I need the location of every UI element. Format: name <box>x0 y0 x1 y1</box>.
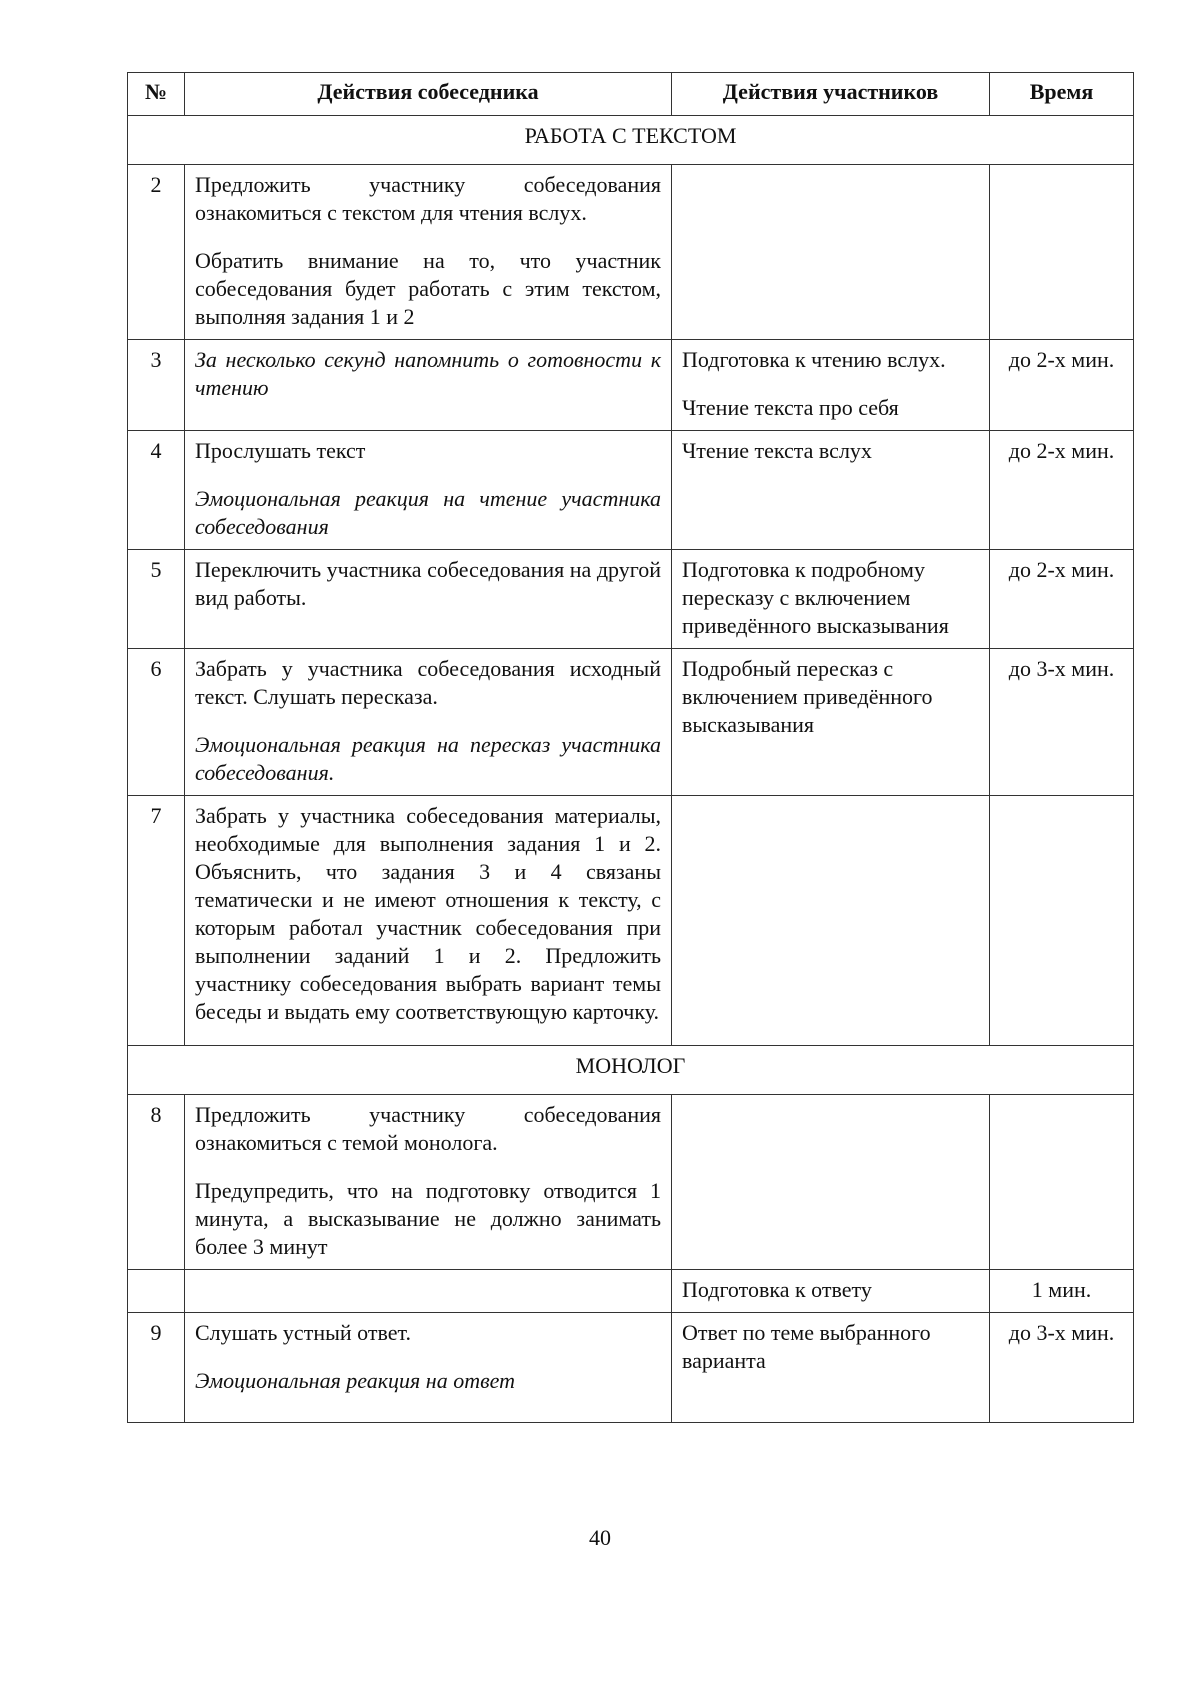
participant-action-cell: Подготовка к ответу <box>672 1270 990 1313</box>
row-number: 7 <box>128 796 185 1046</box>
row-number: 8 <box>128 1095 185 1270</box>
time-cell <box>990 165 1134 340</box>
section-row-monolog <box>128 1046 1134 1095</box>
interviewer-action-text: Предложить участнику собеседования ознакомиться с текстом для чтения вслух. <box>195 172 661 225</box>
time-cell: до 3-х мин. <box>990 1313 1134 1423</box>
interviewer-action-text: Обратить внимание на то, что участник собеседования будет работать с этим текстом, выполняя задания 1 и 2 <box>195 248 661 329</box>
participant-action-cell <box>672 165 990 340</box>
procedure-table <box>127 72 1134 1423</box>
time-cell: 1 мин. <box>990 1270 1134 1313</box>
table-row <box>128 550 1134 649</box>
header-interviewer-actions: Действия собеседника <box>185 73 672 116</box>
interviewer-action-text: Прослушать текст <box>195 438 366 463</box>
section-row-text-work <box>128 116 1134 165</box>
interviewer-action-text: Забрать у участника собеседования исходный текст. Слушать пересказа. <box>195 656 661 709</box>
header-participant-actions: Действия участников <box>672 73 990 116</box>
participant-action-text: Чтение текста про себя <box>682 395 899 420</box>
time-cell: до 2-х мин. <box>990 550 1134 649</box>
interviewer-action-text: Эмоциональная реакция на чтение участника собеседования <box>195 486 661 539</box>
header-number: № <box>128 73 185 116</box>
time-cell: до 2-х мин. <box>990 340 1134 431</box>
participant-action-cell <box>672 1095 990 1270</box>
interviewer-action-cell <box>185 649 672 796</box>
interviewer-action-text: Эмоциональная реакция на пересказ участника собеседования. <box>195 732 661 785</box>
interviewer-action-cell <box>185 550 672 649</box>
row-number: 4 <box>128 431 185 550</box>
interviewer-action-cell <box>185 1270 672 1313</box>
interviewer-action-cell <box>185 431 672 550</box>
table-header-row <box>128 73 1134 116</box>
row-number: 3 <box>128 340 185 431</box>
table-row <box>128 431 1134 550</box>
participant-action-cell: Ответ по теме выбранного варианта <box>672 1313 990 1423</box>
interviewer-action-text: Переключить участника собеседования на другой вид работы. <box>195 557 661 610</box>
table-row <box>128 1270 1134 1313</box>
time-cell <box>990 1095 1134 1270</box>
participant-action-cell <box>672 796 990 1046</box>
row-number: 6 <box>128 649 185 796</box>
time-cell: до 3-х мин. <box>990 649 1134 796</box>
table-row <box>128 1095 1134 1270</box>
table-row <box>128 165 1134 340</box>
table-row <box>128 649 1134 796</box>
table-row <box>128 1313 1134 1423</box>
interviewer-action-cell <box>185 340 672 431</box>
interviewer-action-text: Эмоциональная реакция на ответ <box>195 1368 515 1393</box>
participant-action-cell: Подробный пересказ с включением приведённого высказывания <box>672 649 990 796</box>
interviewer-action-cell <box>185 1095 672 1270</box>
section-title-text-work: РАБОТА С ТЕКСТОМ <box>128 116 1134 165</box>
participant-action-cell: Чтение текста вслух <box>672 431 990 550</box>
header-time: Время <box>990 73 1134 116</box>
table-row <box>128 340 1134 431</box>
interviewer-action-text: За несколько секунд напомнить о готовности к чтению <box>195 347 661 400</box>
interviewer-action-cell <box>185 165 672 340</box>
interviewer-action-text: Предупредить, что на подготовку отводится 1 минута, а высказывание не должно занимать более 3 минут <box>195 1178 661 1259</box>
interviewer-action-text: Слушать устный ответ. <box>195 1320 411 1345</box>
time-cell: до 2-х мин. <box>990 431 1134 550</box>
interviewer-action-text: Забрать у участника собеседования материалы, необходимые для выполнения задания 1 и 2. Объяснить, что задания 3 и 4 связаны тематически и не имеют отношения к тексту, с которым работал участник собеседования при выполнении заданий 1 и 2. Предложить участнику собеседования выбрать вариант темы беседы и выдать ему соответствующую карточку. <box>195 803 661 1024</box>
table-row <box>128 796 1134 1046</box>
section-title-monolog: МОНОЛОГ <box>128 1046 1134 1095</box>
interviewer-action-cell <box>185 1313 672 1423</box>
row-number: 2 <box>128 165 185 340</box>
interviewer-action-cell <box>185 796 672 1046</box>
page-number: 40 <box>589 1525 611 1550</box>
row-number: 9 <box>128 1313 185 1423</box>
interviewer-action-text: Предложить участнику собеседования ознакомиться с темой монолога. <box>195 1102 661 1155</box>
row-number <box>128 1270 185 1313</box>
participant-action-cell <box>672 340 990 431</box>
row-number: 5 <box>128 550 185 649</box>
participant-action-cell: Подготовка к подробному пересказу с включением приведённого высказывания <box>672 550 990 649</box>
time-cell <box>990 796 1134 1046</box>
participant-action-text: Подготовка к чтению вслух. <box>682 347 946 372</box>
